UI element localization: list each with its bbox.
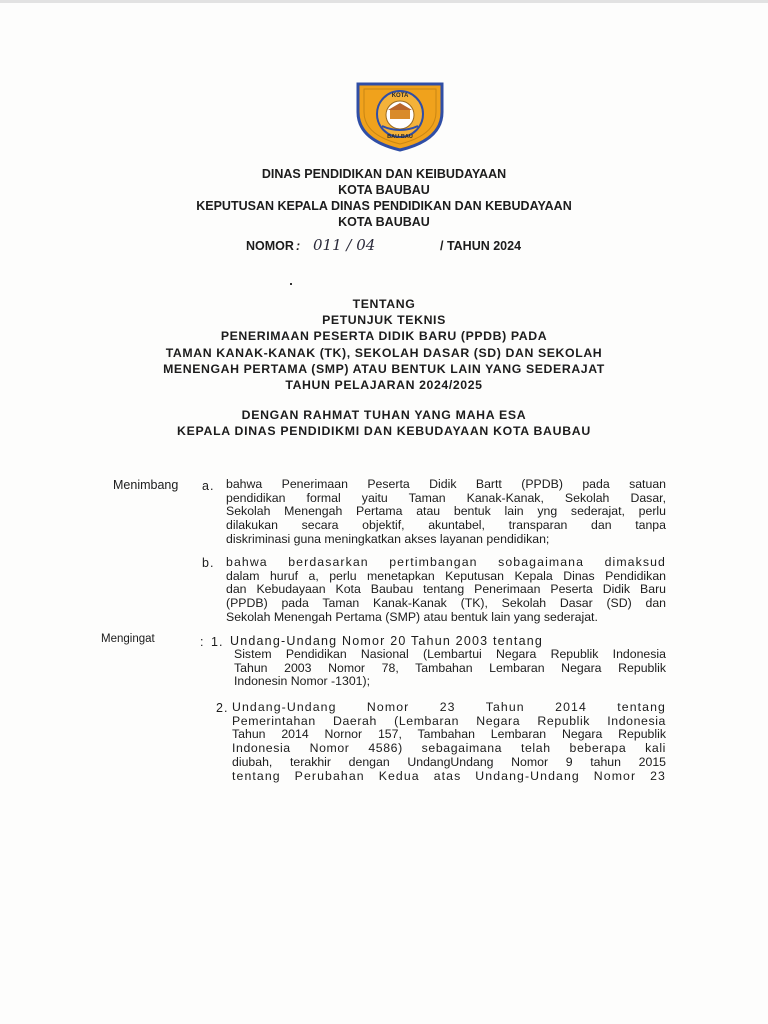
scan-top-edge: [0, 0, 768, 3]
kota-baubau-logo: [352, 78, 448, 152]
text-line: bahwa Penerimaan Peserta Didik Bartt (PPDB) pada satuan: [226, 477, 666, 491]
logo-text-top: KOTA: [391, 93, 409, 99]
rahmat-line-2: KEPALA DINAS PENDIDIKMI DAN KEBUDAYAAN KOTA BAUBAU: [177, 424, 591, 438]
scan-speck: [290, 283, 292, 285]
header-line-4: KOTA BAUBAU: [338, 215, 430, 229]
text-line: Pemerintahan Daerah (Lembaran Negara Republik Indonesia: [232, 713, 666, 728]
mengingat-1-text: [234, 648, 666, 689]
nomor-tahun: / TAHUN 2024: [440, 239, 522, 253]
text-line: Indonesin Nomor -1301);: [234, 674, 371, 689]
tentang-line: PENERIMAAN PESERTA DIDIK BARU (PPDB) PADA: [220, 329, 548, 344]
menimbang-b-text: [226, 556, 666, 625]
document-header: [0, 166, 768, 230]
text-line: dilakukan secara objektif, akuntabel, transparan dan tanpa: [226, 518, 666, 533]
text-line: Sekolah Menengah Pertama atau bentuk lain yng sederajat, perlu: [226, 504, 666, 519]
rahmat-line-1: DENGAN RAHMAT TUHAN YANG MAHA ESA: [241, 408, 527, 422]
text-line: dalam huruf a, perlu menetapkan Keputusan Kepala Dinas Pendidikan: [226, 568, 666, 583]
tentang-line: TAMAN KANAK-KANAK (TK), SEKOLAH DASAR (SD) DAN SEKOLAH: [165, 345, 603, 360]
header-line-2: KOTA BAUBAU: [338, 183, 430, 197]
text-line: Undang-Undang Nomor 23 Tahun 2014 tentang: [232, 700, 666, 714]
mengingat-1-marker: 1.: [211, 635, 224, 649]
menimbang-b-marker: b.: [202, 556, 215, 570]
text-line: diubah, terakhir dengan UndangUndang Nomor 9 tahun 2015: [232, 754, 666, 769]
text-line: Tahun 2014 Nornor 157, Tambahan Lembaran Negara Republik: [232, 727, 666, 742]
header-line-3: KEPUTUSAN KEPALA DINAS PENDIDIKAN DAN KEBUDAYAAN: [196, 199, 572, 213]
logo-text-bottom: BAU-BAU: [387, 134, 413, 140]
mengingat-label: Mengingat: [101, 633, 155, 645]
tentang-line: PETUNJUK TEKNIS: [322, 313, 446, 328]
menimbang-a-text: [226, 478, 666, 547]
tentang-line: MENENGAH PERTAMA (SMP) ATAU BENTUK LAIN YANG SEDERAJAT: [163, 361, 605, 376]
text-line: Sekolah Menengah Pertama (SMP) atau bentuk lain yang sederajat.: [226, 609, 598, 624]
mengingat-2-marker: 2.: [216, 701, 229, 715]
text-line: diskriminasi guna meningkatkan akses layanan pendidikan;: [226, 531, 550, 546]
menimbang-label: Menimbang: [113, 478, 179, 492]
text-line: Tahun 2003 Nomor 78, Tambahan Lembaran Negara Republik: [234, 660, 666, 675]
text-line: pendidikan formal yaitu Taman Kanak-Kanak, Sekolah Dasar,: [226, 490, 666, 505]
header-line-1: DINAS PENDIDIKAN DAN KEIBUDAYAAN: [261, 167, 507, 181]
tentang-line: TENTANG: [352, 297, 416, 311]
text-line: Indonesia Nomor 4586) sebagaimana telah beberapa kali: [232, 741, 666, 756]
tentang-block: [0, 296, 768, 393]
mengingat-colon: :: [200, 635, 205, 649]
mengingat-1-first-line: Undang-Undang Nomor 20 Tahun 2003 tentang: [230, 634, 544, 648]
tentang-line: TAHUN PELAJARAN 2024/2025: [285, 378, 483, 393]
nomor-label: NOMOR: [246, 239, 294, 253]
nomor-handwritten-number: 011 / 04: [313, 236, 376, 254]
text-line: (PPDB) pada Taman Kanak-Kanak (TK), Sekolah Dasar (SD) dan: [226, 596, 666, 611]
rahmat-block: [0, 407, 768, 439]
menimbang-a-marker: a.: [202, 479, 215, 493]
text-line: Sistem Pendidikan Nasional (Lembartui Negara Republik Indonesia: [234, 647, 666, 661]
text-line: bahwa berdasarkan pertimbangan sobagaimana dimaksud: [226, 555, 666, 569]
mengingat-2-text: [232, 701, 666, 783]
nomor-colon: :: [296, 239, 301, 253]
text-line: tentang Perubahan Kedua atas Undang-Undang Nomor 23: [232, 768, 666, 783]
text-line: dan Kebudayaan Kota Baubau tentang Penerimaan Peserta Didik Baru: [226, 582, 666, 597]
